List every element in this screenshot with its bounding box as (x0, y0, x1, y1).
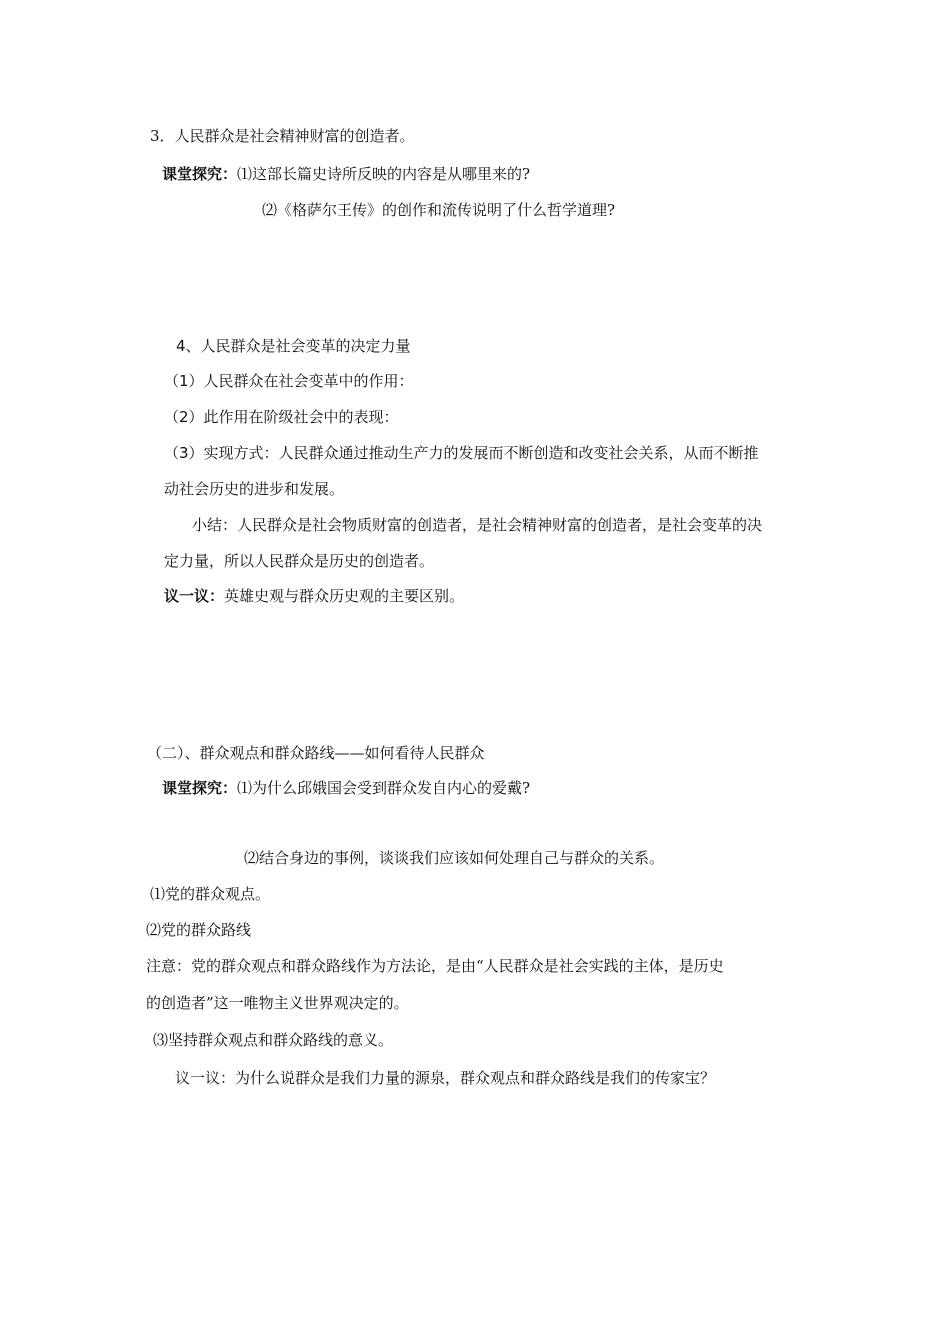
question-2: ⑵《格萨尔王传》的创作和流传说明了什么哲学道理? (262, 201, 616, 219)
explore-label: 课堂探究： (162, 165, 238, 183)
summary-line-1: 小结：人民群众是社会物质财富的创造者，是社会精神财富的创造者，是社会变革的决 (192, 516, 763, 534)
part2-item-3: ⑶坚持群众观点和群众路线的意义。 (153, 1031, 394, 1049)
part2-item-2: ⑵党的群众路线 (146, 921, 252, 939)
note-line-2: 的创造者”这一唯物主义世界观决定的。 (146, 994, 409, 1012)
note-line-1: 注意：党的群众观点和群众路线作为方法论，是由“人民群众是社会实践的主体，是历史 (146, 957, 724, 975)
part2-heading: （二）、群众观点和群众路线——如何看待人民群众 (147, 744, 485, 762)
part2-discuss: 议一议：为什么说群众是我们力量的源泉，群众观点和群众路线是我们的传家宝？ (175, 1069, 716, 1087)
discuss-text: 英雄史观与群众历史观的主要区别。 (224, 587, 465, 605)
section4-item-1: （1）人民群众在社会变革中的作用： (164, 372, 414, 390)
section3-title: 3．人民群众是社会精神财富的创造者。 (150, 127, 415, 145)
section3-explore (162, 164, 530, 184)
question-1: ⑴这部长篇史诗所反映的内容是从哪里来的? (237, 165, 531, 183)
section4-item-3-line-1: （3）实现方式：人民群众通过推动生产力的发展而不断创造和改变社会关系，从而不断推 (164, 444, 759, 462)
section4-title: 4、人民群众是社会变革的决定力量 (176, 337, 411, 355)
section4-item-2: （2）此作用在阶级社会中的表现： (164, 408, 399, 426)
question-2: ⑵结合身边的事例，谈谈我们应该如何处理自己与群众的关系。 (244, 849, 665, 867)
section4-item-3-line-2: 动社会历史的进步和发展。 (164, 480, 345, 498)
section4-discuss (164, 586, 464, 606)
question-1: ⑴为什么邱娥国会受到群众发自内心的爱戴? (237, 779, 531, 797)
explore-label: 课堂探究： (162, 779, 238, 797)
part2-item-1: ⑴党的群众观点。 (150, 885, 271, 903)
discuss-label: 议一议： (164, 587, 225, 605)
part2-explore (162, 778, 530, 798)
summary-line-2: 定力量，所以人民群众是历史的创造者。 (164, 552, 435, 570)
